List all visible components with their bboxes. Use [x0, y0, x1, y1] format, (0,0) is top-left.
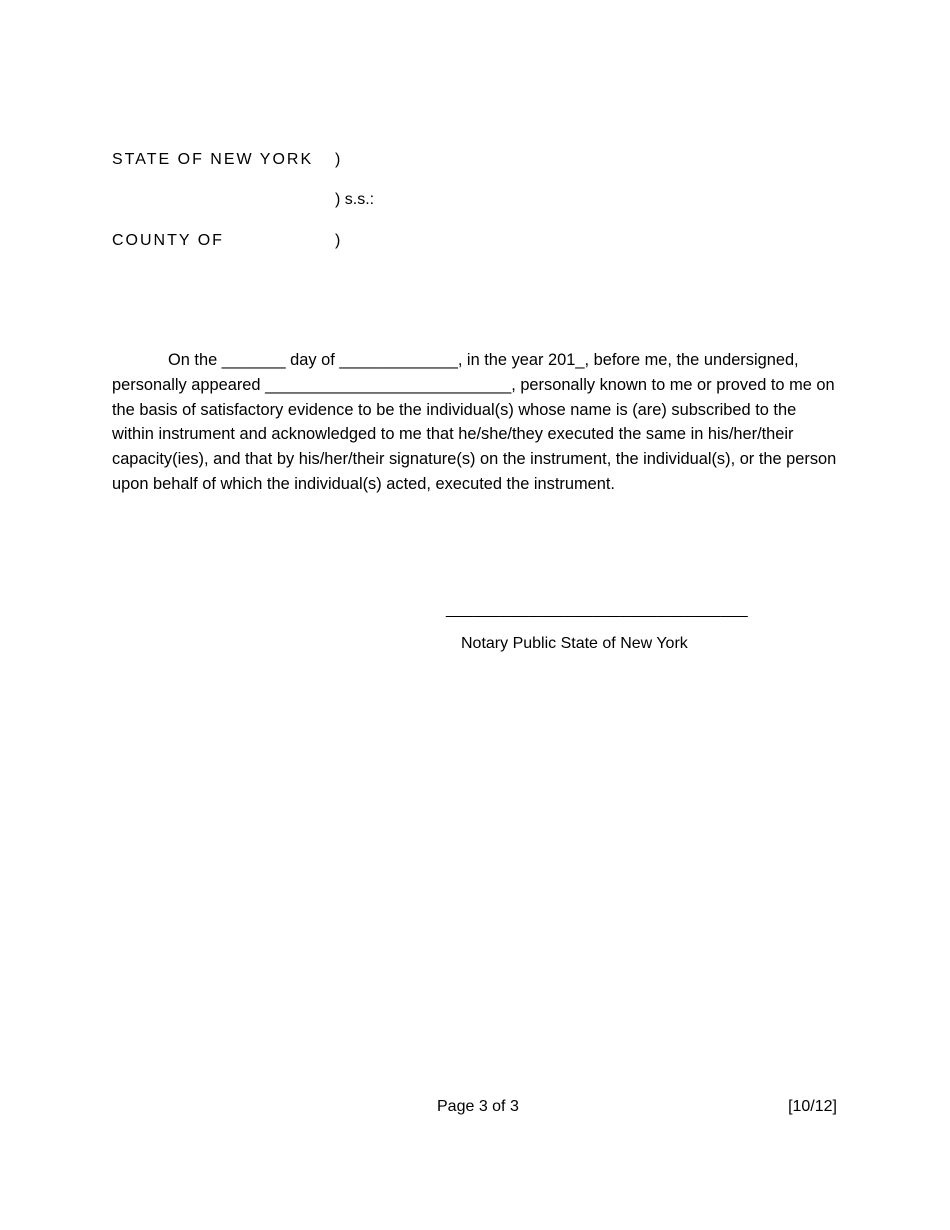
venue-ss-marker: ) s.s.:	[335, 191, 375, 208]
acknowledgment-paragraph	[112, 348, 842, 497]
page-number: Page 3 of 3	[437, 1098, 519, 1115]
notary-title: Notary Public State of New York	[461, 635, 688, 652]
venue-paren-top: )	[335, 151, 341, 168]
state-label: STATE OF NEW YORK	[112, 151, 314, 168]
acknowledgment-text: On the _______ day of _____________, in the year 201_, before me, the undersigned, personally appeared ___________________________, personally known to me or proved to me on the basis of satisfactory evidence to be the individual(s) whose name is (are) subscribed to the within instrument and acknowledged to me that he/she/they executed the same in his/her/their capacity(ies), and that by his/her/their signature(s) on the instrument, the individual(s), or the person upon behalf of which the individual(s) acted, executed the instrument.	[112, 351, 837, 493]
county-label: COUNTY OF	[112, 232, 224, 249]
form-revision-code: [10/12]	[788, 1098, 837, 1115]
signature-line: _________________________________	[446, 601, 748, 618]
county-venue	[112, 231, 224, 251]
state-venue	[112, 150, 313, 170]
venue-paren-bottom: )	[335, 232, 341, 249]
